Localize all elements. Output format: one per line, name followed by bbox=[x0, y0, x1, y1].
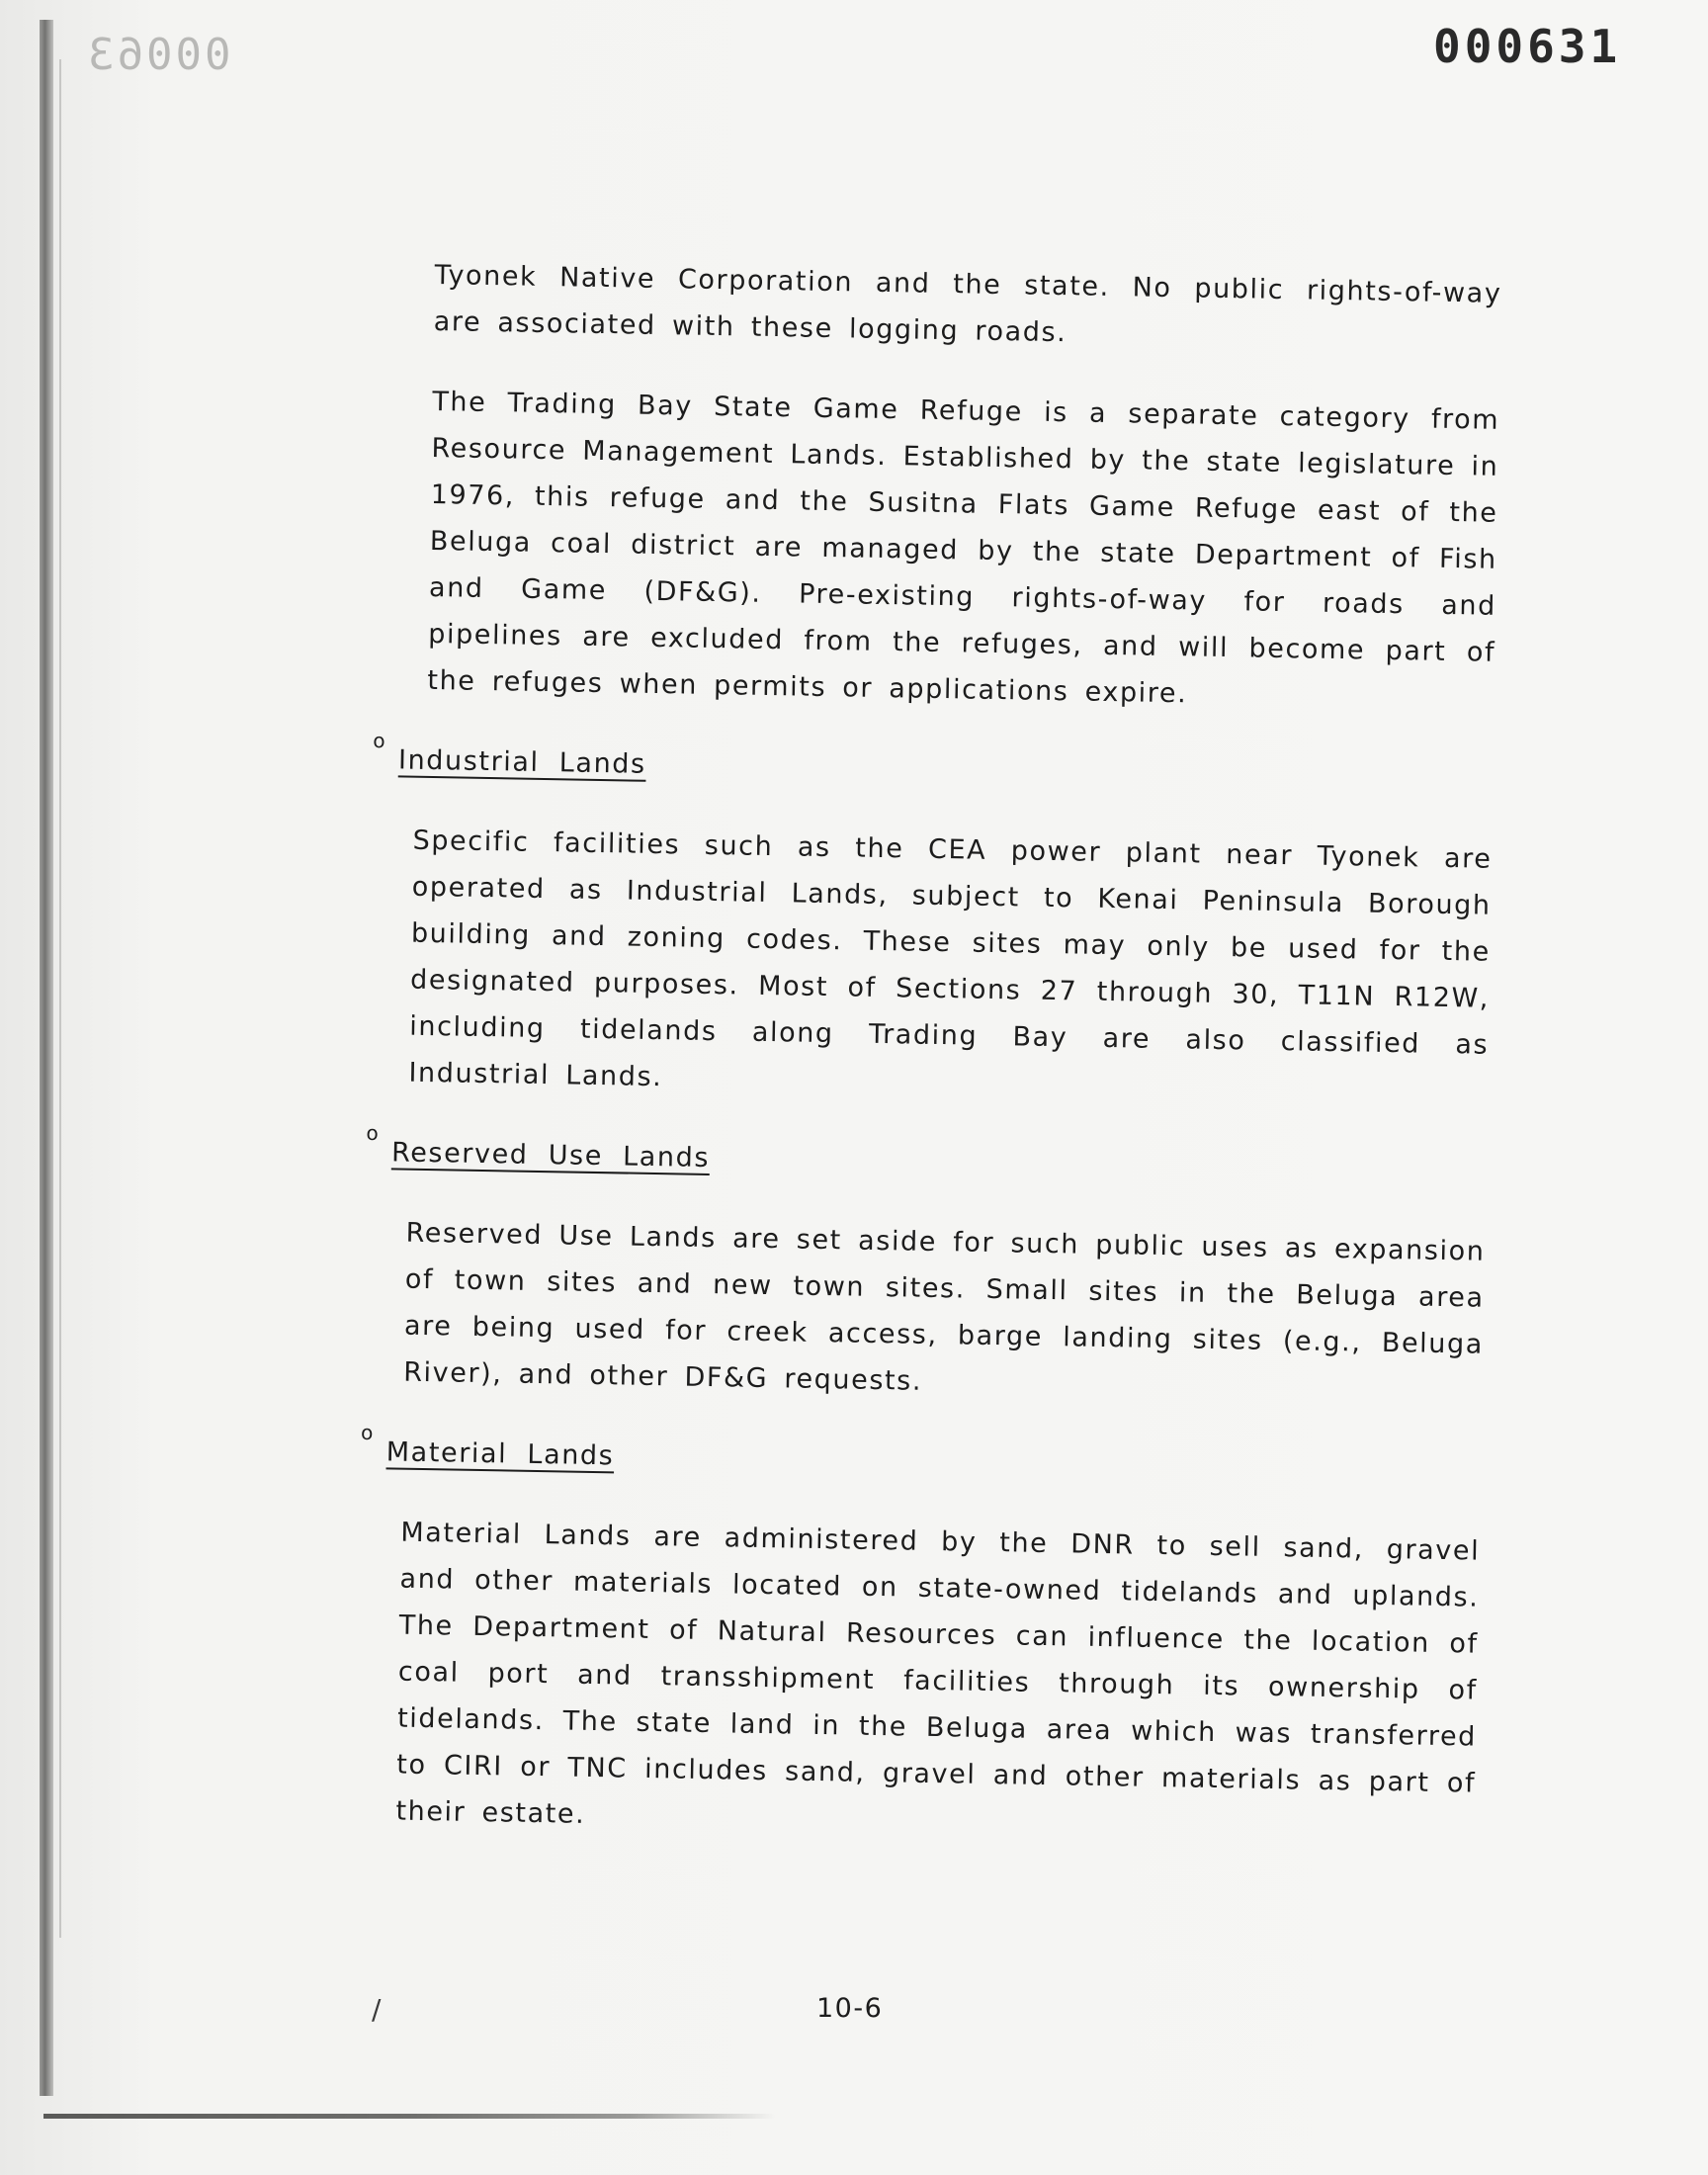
section-heading-industrial bbox=[373, 728, 1494, 803]
heading-material-lands: Material Lands bbox=[385, 1436, 615, 1472]
intro-paragraph: Tyonek Native Corporation and the state. No public rights-of-way are associated with these logging roads. bbox=[433, 259, 1502, 349]
faint-bleed-through-stamp: 0006З bbox=[85, 30, 231, 80]
heading-reserved-use-lands: Reserved Use Lands bbox=[390, 1137, 711, 1174]
scan-binding-edge bbox=[40, 20, 53, 2096]
bullet-icon: o bbox=[366, 1120, 381, 1146]
document-body bbox=[360, 252, 1502, 1887]
bullet-icon: o bbox=[373, 728, 387, 753]
material-lands-paragraph: Material Lands are administered by the DNR to sell sand, gravel and other materials located on state-owned tidelands and uplands. The Department of Natural Resources can influence the location of coal port and transshipment facilities through its ownership of tidelands. The state land in the Beluga area which was transferred to CIRI or TNC includes sand, gravel and other materials as part of their estate. bbox=[395, 1517, 1481, 1830]
bullet-icon: o bbox=[360, 1420, 376, 1445]
margin-mark: / bbox=[372, 1993, 382, 2026]
section-heading-reserved bbox=[366, 1120, 1488, 1195]
scan-edge-line bbox=[59, 59, 61, 1938]
scan-bottom-edge bbox=[43, 2114, 775, 2119]
reserved-use-lands-paragraph: Reserved Use Lands are set aside for such public uses as expansion of town sites and new town sites. Small sites in the Beluga area are being used for creek access, barge landing sites (e.g., Beluga River), and other DF&G requests. bbox=[402, 1217, 1486, 1397]
section-heading-material bbox=[360, 1420, 1482, 1495]
industrial-lands-paragraph: Specific facilities such as the CEA power plant near Tyonek are operated as Industrial Lands, subject to Kenai Peninsula Borough building and zoning codes. These sites may only be used for the designated purposes. Most of Sections 27 through 30, T11N R12W, including tidelands along Trading Bay are also classified as Industrial Lands. bbox=[408, 825, 1493, 1093]
refuge-paragraph: The Trading Bay State Game Refuge is a separate category from Resource Management Lands. Established by the state legislature in 1976, this refuge and the Susitna Flats Game Refuge east of the Beluga coal district are managed by the state Department of Fish and Game (DF&G). Pre-existing rights-of-way for roads and pipelines are excluded from the refuges, and will become part of the refuges when permits or applications expire. bbox=[427, 386, 1500, 710]
document-stamp-number: 000631 bbox=[1433, 20, 1622, 73]
page-number: 10-6 bbox=[816, 1993, 884, 2024]
heading-industrial-lands: Industrial Lands bbox=[397, 744, 646, 780]
